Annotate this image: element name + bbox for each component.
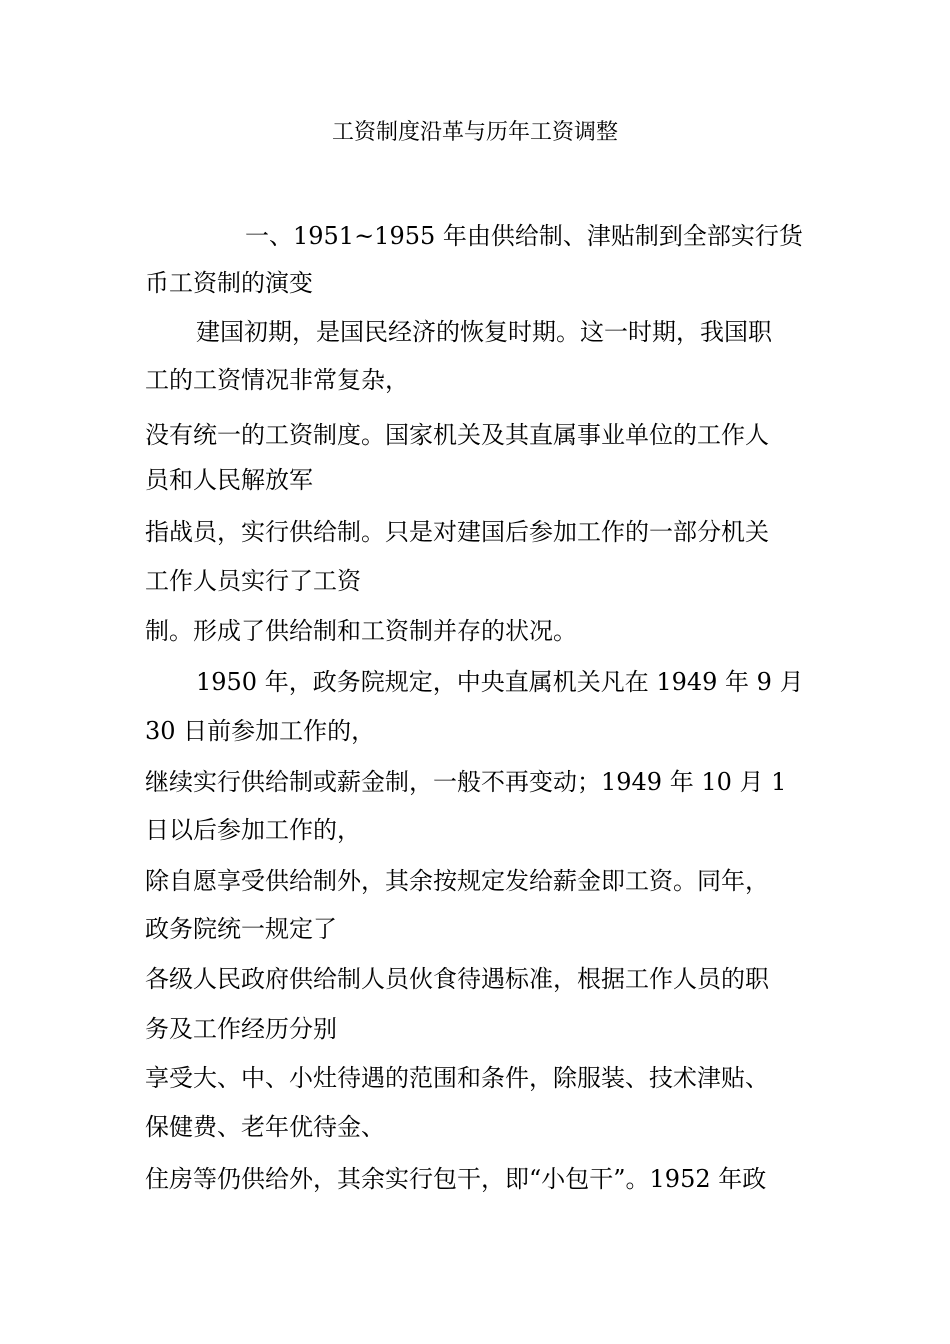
- paragraph-1-line-6: 工作人员实行了工资: [145, 567, 361, 595]
- paragraph-1-line-1: 建国初期，是国民经济的恢复时期。这一时期，我国职: [196, 318, 772, 346]
- section-heading-line-2: 币工资制的演变: [145, 269, 313, 297]
- paragraph-2-line-5: 除自愿享受供给制外，其余按规定发给薪金即工资。同年，: [145, 867, 769, 895]
- paragraph-2-line-4: 日以后参加工作的，: [145, 816, 361, 844]
- paragraph-1-line-2: 工的工资情况非常复杂，: [145, 366, 409, 394]
- paragraph-2-line-8: 务及工作经历分别: [145, 1015, 337, 1043]
- paragraph-2-line-10: 保健费、老年优待金、: [145, 1113, 385, 1141]
- paragraph-2-line-7: 各级人民政府供给制人员伙食待遇标准，根据工作人员的职: [145, 965, 769, 993]
- paragraph-1-line-7: 制。形成了供给制和工资制并存的状况。: [145, 617, 577, 645]
- document-title: 工资制度沿革与历年工资调整: [331, 120, 618, 145]
- paragraph-2-line-3: 继续实行供给制或薪金制，一般不再变动；1949 年 10 月 1: [145, 768, 787, 796]
- paragraph-1-line-4: 员和人民解放军: [145, 466, 313, 494]
- paragraph-2-line-11: 住房等仍供给外，其余实行包干，即“小包干”。1952 年政: [145, 1165, 767, 1193]
- paragraph-2-line-6: 政务院统一规定了: [145, 915, 337, 943]
- section-heading-line-1: 一、1951~1955 年由供给制、津贴制到全部实行货: [245, 222, 803, 250]
- paragraph-1-line-5: 指战员，实行供给制。只是对建国后参加工作的一部分机关: [145, 518, 769, 546]
- paragraph-2-line-1: 1950 年，政务院规定，中央直属机关凡在 1949 年 9 月: [196, 668, 804, 696]
- paragraph-1-line-3: 没有统一的工资制度。国家机关及其直属事业单位的工作人: [145, 421, 769, 449]
- paragraph-2-line-2: 30 日前参加工作的，: [145, 717, 376, 745]
- paragraph-2-line-9: 享受大、中、小灶待遇的范围和条件，除服装、技术津贴、: [145, 1064, 769, 1092]
